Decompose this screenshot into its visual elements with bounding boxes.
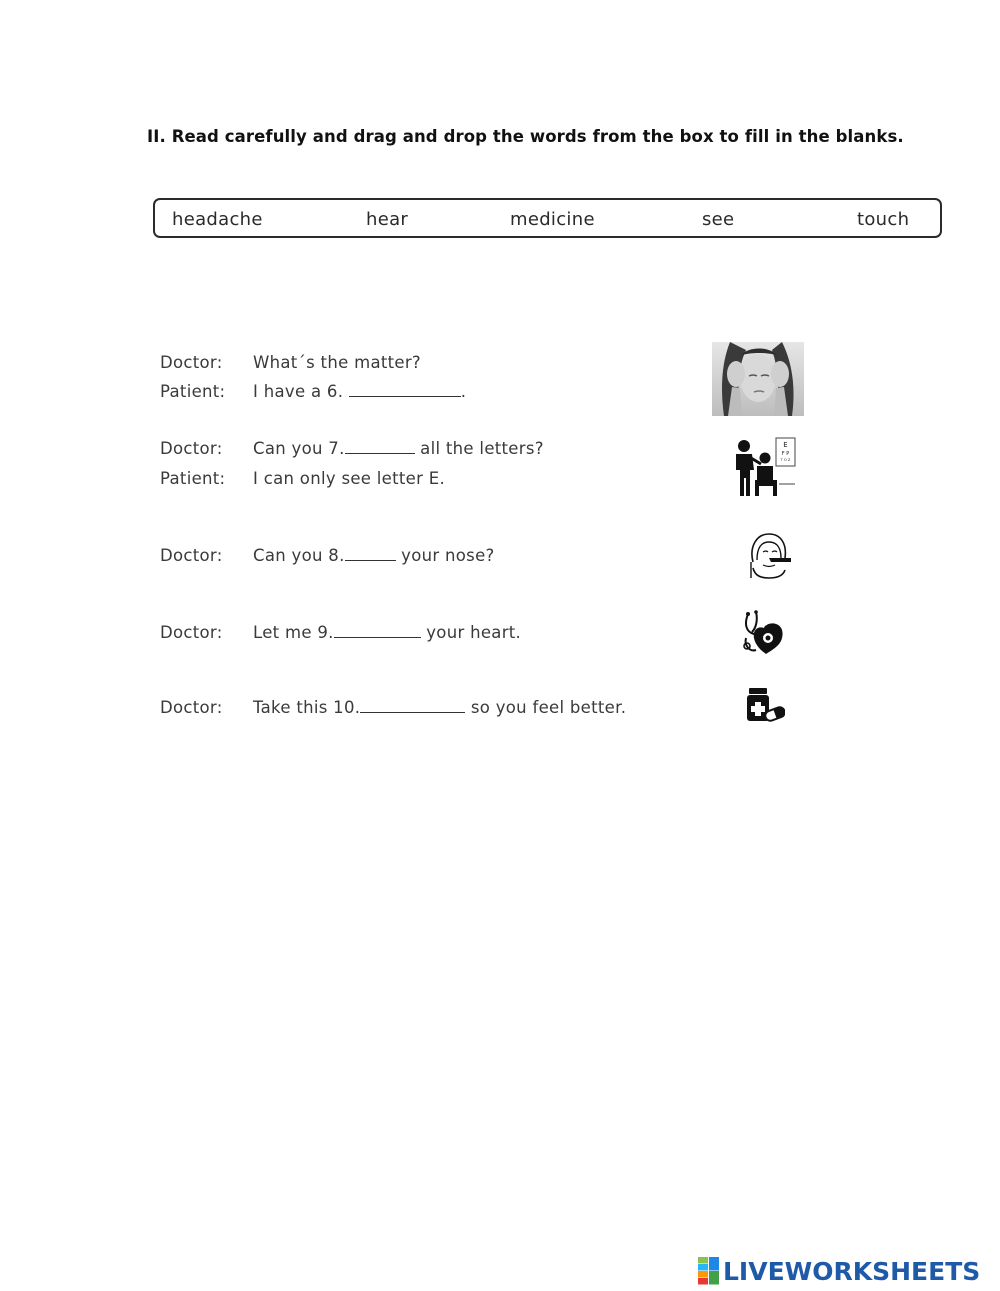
logo-text: LIVEWORKSHEETS (723, 1256, 981, 1286)
eye-exam-icon (733, 436, 797, 498)
dialogue-line: What´s the matter? (253, 353, 421, 372)
word-bank-box (153, 198, 942, 238)
liveworksheets-logo (698, 1254, 980, 1288)
word-option-see[interactable]: see (702, 209, 735, 230)
speaker-label: Doctor: (160, 698, 223, 717)
speaker-label: Doctor: (160, 546, 223, 565)
medicine-icon (745, 688, 785, 724)
stethoscope-heart-icon (742, 610, 788, 656)
dialogue-line: Can you 8. your nose? (253, 546, 495, 565)
headache-photo (712, 342, 804, 416)
word-option-touch[interactable]: touch (857, 209, 910, 230)
instruction-heading: II. Read carefully and drag and drop the words from the box to fill in the blanks. (147, 127, 904, 146)
speaker-label: Doctor: (160, 623, 223, 642)
dialogue-line: Let me 9. your heart. (253, 623, 522, 642)
speaker-label: Doctor: (160, 353, 223, 372)
dialogue-line: I can only see letter E. (253, 469, 446, 488)
blank-7[interactable] (345, 439, 415, 454)
word-option-hear[interactable]: hear (366, 209, 409, 230)
dialogue-line: Take this 10. so you feel better. (253, 698, 627, 717)
svg-text:E: E (783, 441, 788, 449)
svg-text:T O Z: T O Z (780, 458, 791, 462)
live-blocks-icon (698, 1257, 720, 1285)
word-option-headache[interactable]: headache (172, 209, 263, 230)
blank-10[interactable] (360, 698, 465, 713)
blank-8[interactable] (345, 546, 396, 561)
dialogue-line: Can you 7. all the letters? (253, 439, 544, 458)
touch-nose-icon (747, 532, 793, 580)
speaker-label: Patient: (160, 382, 226, 401)
speaker-label: Patient: (160, 469, 226, 488)
dialogue-line: I have a 6. . (253, 382, 467, 401)
blank-9[interactable] (334, 623, 421, 638)
word-option-medicine[interactable]: medicine (510, 209, 595, 230)
blank-6[interactable] (349, 382, 461, 397)
speaker-label: Doctor: (160, 439, 223, 458)
svg-text:F P: F P (781, 451, 790, 457)
